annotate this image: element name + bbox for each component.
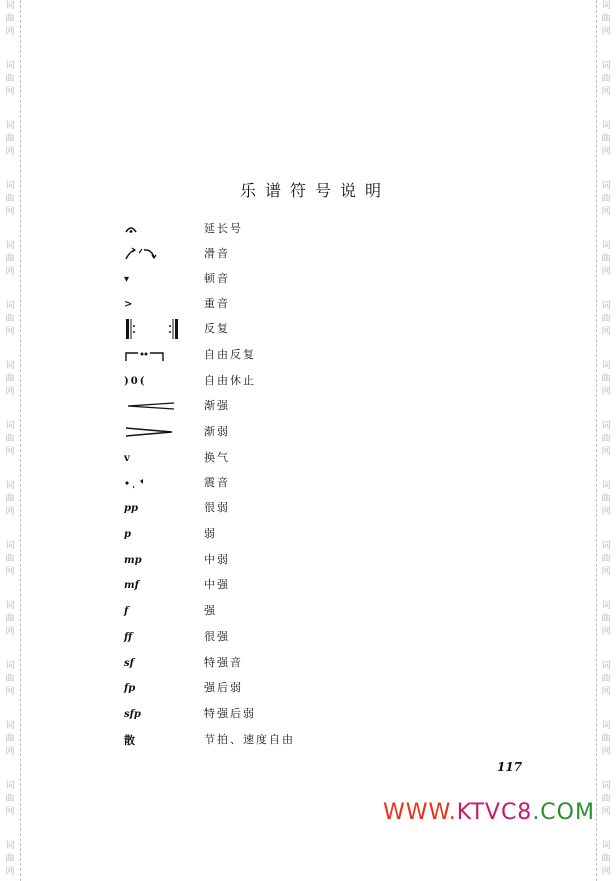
dynamic-sfp-icon: sfp	[124, 708, 141, 720]
dynamic-fp-icon: fp	[124, 682, 136, 694]
watermark-char: 词	[601, 541, 611, 551]
watermark-char: 网	[5, 387, 15, 397]
legend-row-free-rest	[0, 370, 560, 392]
watermark-char: 网	[601, 267, 611, 277]
watermark-char: 曲	[601, 674, 611, 684]
repeat-signs-icon	[124, 318, 184, 340]
watermark-char: 曲	[601, 434, 611, 444]
free-repeat-bracket-icon	[124, 344, 184, 366]
watermark-char: 曲	[5, 614, 15, 624]
watermark-char: 词	[601, 241, 611, 251]
watermark-group	[596, 0, 616, 39]
page-title: 乐谱符号说明	[239, 181, 390, 200]
staccato-wedge-icon: ▾	[124, 273, 130, 285]
legend-meaning: 震音	[204, 476, 230, 489]
dynamic-mf-icon: mf	[124, 579, 139, 591]
watermark-group	[596, 240, 616, 279]
watermark-char: 词	[5, 1, 15, 11]
watermark-char: 词	[5, 181, 15, 191]
watermark-char: 词	[5, 421, 15, 431]
watermark-char: 曲	[601, 494, 611, 504]
watermark-char: 网	[601, 627, 611, 637]
legend-meaning: 特强音	[204, 656, 243, 669]
watermark-char: 词	[5, 121, 15, 131]
legend-meaning: 节拍、速度自由	[204, 733, 295, 746]
crescendo-hairpin-icon	[124, 395, 184, 417]
site-url-part3: .COM	[532, 800, 595, 825]
dynamic-p-icon: p	[124, 528, 131, 540]
watermark-char: 网	[5, 87, 15, 97]
watermark-char: 曲	[5, 554, 15, 564]
legend-row-ff	[0, 626, 560, 648]
legend-row-repeat	[0, 318, 560, 340]
legend-row-rubato	[0, 729, 560, 751]
dynamic-sf-icon: sf	[124, 657, 134, 669]
watermark-group	[596, 540, 616, 579]
site-url-part2: KTVC8	[456, 800, 533, 825]
site-url-part1: WWW.	[383, 800, 457, 825]
watermark-char: 网	[601, 447, 611, 457]
watermark-char: 网	[5, 567, 15, 577]
watermark-char: 网	[601, 747, 611, 757]
watermark-char: 词	[5, 481, 15, 491]
legend-row-p	[0, 523, 560, 545]
legend-row-mp	[0, 549, 560, 571]
watermark-char: 曲	[5, 734, 15, 744]
free-rest-icon: )0(	[124, 375, 147, 387]
watermark-char: 网	[601, 507, 611, 517]
watermark-group	[0, 0, 20, 39]
watermark-char: 曲	[5, 194, 15, 204]
watermark-char: 词	[5, 841, 15, 851]
watermark-char: 词	[601, 301, 611, 311]
watermark-char: 曲	[601, 14, 611, 24]
legend-row-decrescendo	[0, 421, 560, 443]
breath-mark-icon: v	[124, 452, 130, 464]
legend-meaning: 弱	[204, 527, 217, 540]
watermark-group	[596, 840, 616, 879]
watermark-char: 词	[5, 301, 15, 311]
watermark-char: 词	[5, 541, 15, 551]
vibrato-marks-icon	[124, 472, 184, 494]
legend-row-breath	[0, 447, 560, 469]
watermark-char: 网	[5, 747, 15, 757]
watermark-char: 词	[5, 661, 15, 671]
watermark-char: 网	[5, 207, 15, 217]
watermark-char: 网	[5, 147, 15, 157]
legend-meaning: 顿音	[204, 272, 230, 285]
watermark-char: 词	[601, 721, 611, 731]
right-watermark-strip	[596, 0, 616, 881]
page-number: 117	[497, 760, 523, 774]
dynamic-mp-icon: mp	[124, 554, 142, 566]
watermark-char: 词	[601, 361, 611, 371]
legend-row-f	[0, 600, 560, 622]
watermark-char: 词	[5, 61, 15, 71]
watermark-char: 网	[601, 687, 611, 697]
legend-meaning: 很强	[204, 630, 230, 643]
legend-row-glissando	[0, 243, 560, 265]
watermark-char: 词	[601, 181, 611, 191]
watermark-group	[596, 780, 616, 819]
watermark-char: 曲	[601, 314, 611, 324]
watermark-char: 曲	[601, 194, 611, 204]
watermark-char: 网	[5, 807, 15, 817]
legend-meaning: 中弱	[204, 553, 230, 566]
watermark-char: 曲	[5, 674, 15, 684]
site-url-watermark	[383, 800, 595, 825]
watermark-char: 曲	[601, 374, 611, 384]
watermark-char: 曲	[5, 14, 15, 24]
legend-meaning: 很弱	[204, 501, 230, 514]
watermark-group	[596, 120, 616, 159]
watermark-char: 词	[601, 1, 611, 11]
watermark-char: 词	[601, 121, 611, 131]
watermark-group	[596, 300, 616, 339]
legend-row-free-repeat	[0, 344, 560, 366]
legend-meaning: 强后弱	[204, 681, 243, 694]
dynamic-pp-icon: pp	[124, 502, 138, 514]
watermark-group	[596, 60, 616, 99]
watermark-char: 曲	[5, 134, 15, 144]
watermark-char: 网	[601, 27, 611, 37]
watermark-char: 网	[601, 867, 611, 877]
watermark-char: 网	[601, 567, 611, 577]
legend-row-staccato	[0, 268, 560, 290]
watermark-char: 曲	[601, 614, 611, 624]
watermark-group	[596, 360, 616, 399]
watermark-char: 网	[601, 147, 611, 157]
dynamic-f-icon: f	[124, 605, 129, 617]
watermark-group	[596, 480, 616, 519]
watermark-char: 曲	[5, 314, 15, 324]
watermark-char: 网	[5, 267, 15, 277]
watermark-char: 网	[5, 447, 15, 457]
fermata-icon	[124, 218, 184, 240]
legend-meaning: 中强	[204, 578, 230, 591]
watermark-group	[596, 720, 616, 759]
watermark-char: 词	[601, 601, 611, 611]
watermark-char: 词	[601, 661, 611, 671]
legend-meaning: 渐弱	[204, 425, 230, 438]
watermark-char: 词	[5, 361, 15, 371]
watermark-group	[596, 660, 616, 699]
legend-row-crescendo	[0, 395, 560, 417]
watermark-char: 词	[5, 241, 15, 251]
watermark-char: 网	[601, 807, 611, 817]
watermark-char: 曲	[601, 254, 611, 264]
watermark-char: 网	[5, 327, 15, 337]
watermark-char: 网	[601, 387, 611, 397]
watermark-char: 曲	[5, 74, 15, 84]
watermark-char: 网	[5, 27, 15, 37]
watermark-group	[0, 60, 20, 99]
watermark-char: 词	[5, 721, 15, 731]
watermark-char: 网	[601, 327, 611, 337]
dynamic-ff-icon: ff	[124, 631, 133, 643]
watermark-char: 词	[601, 781, 611, 791]
watermark-group	[596, 420, 616, 459]
watermark-char: 网	[5, 687, 15, 697]
watermark-char: 词	[601, 61, 611, 71]
legend-row-sf	[0, 652, 560, 674]
watermark-char: 曲	[601, 794, 611, 804]
watermark-group	[0, 780, 20, 819]
watermark-char: 曲	[5, 434, 15, 444]
legend-row-accent	[0, 293, 560, 315]
watermark-char: 网	[601, 207, 611, 217]
legend-meaning: 自由反复	[204, 348, 256, 361]
watermark-char: 词	[5, 601, 15, 611]
legend-row-fermata	[0, 218, 560, 240]
legend-row-vibrato	[0, 472, 560, 494]
legend-meaning: 换气	[204, 451, 230, 464]
watermark-char: 曲	[5, 254, 15, 264]
watermark-group	[0, 120, 20, 159]
legend-meaning: 强	[204, 604, 217, 617]
watermark-char: 曲	[601, 134, 611, 144]
watermark-group	[596, 600, 616, 639]
glissando-slides-icon	[124, 243, 184, 265]
legend-row-fp	[0, 677, 560, 699]
watermark-char: 曲	[601, 74, 611, 84]
watermark-char: 网	[5, 507, 15, 517]
watermark-char: 网	[5, 867, 15, 877]
watermark-char: 网	[5, 627, 15, 637]
legend-row-pp	[0, 497, 560, 519]
rubato-character-icon: 散	[124, 734, 135, 747]
watermark-char: 词	[5, 781, 15, 791]
watermark-char: 词	[601, 841, 611, 851]
watermark-char: 词	[601, 421, 611, 431]
legend-meaning: 自由休止	[204, 374, 256, 387]
legend-meaning: 滑音	[204, 247, 230, 260]
legend-meaning: 反复	[204, 322, 230, 335]
watermark-char: 词	[601, 481, 611, 491]
watermark-group	[0, 840, 20, 879]
legend-meaning: 渐强	[204, 399, 230, 412]
watermark-char: 曲	[5, 854, 15, 864]
watermark-char: 网	[601, 87, 611, 97]
legend-row-sfp	[0, 703, 560, 725]
legend-meaning: 特强后弱	[204, 707, 256, 720]
accent-icon: >	[124, 298, 133, 310]
watermark-char: 曲	[601, 734, 611, 744]
watermark-char: 曲	[601, 854, 611, 864]
watermark-char: 曲	[5, 794, 15, 804]
legend-row-mf	[0, 574, 560, 596]
decrescendo-hairpin-icon	[124, 421, 184, 443]
watermark-char: 曲	[5, 374, 15, 384]
legend-meaning: 延长号	[204, 222, 243, 235]
watermark-char: 曲	[5, 494, 15, 504]
watermark-char: 曲	[601, 554, 611, 564]
legend-meaning: 重音	[204, 297, 230, 310]
